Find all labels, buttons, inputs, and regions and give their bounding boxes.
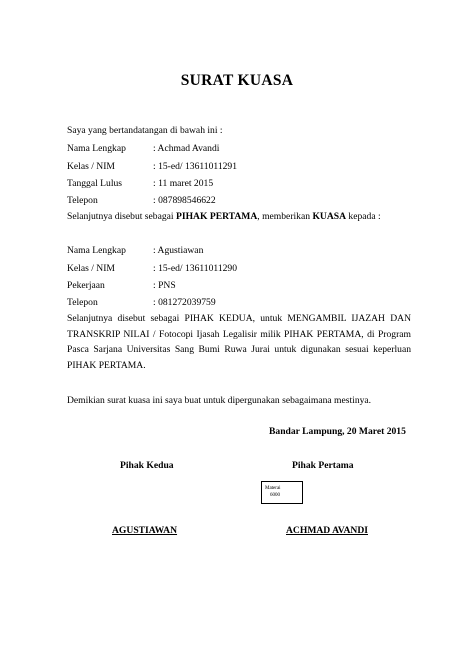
first-party-signature-name: ACHMAD AVANDI — [286, 525, 368, 536]
stamp-label: Materai — [265, 486, 281, 491]
second-party-value-class: : 15-ed/ 13611011290 — [153, 263, 238, 274]
intro-text: Saya yang bertandatangan di bawah ini : — [67, 125, 223, 136]
second-party-value-name: : Agustiawan — [153, 245, 204, 256]
first-party-label-graduation: Tanggal Lulus — [67, 178, 123, 189]
purpose-paragraph: Selanjutnya disebut sebagai PIHAK KEDUA, untuk MENGAMBIL IJAZAH DAN TRANSKRIP NILAI / Fotocopi Ijasah Legalisir milik PIHAK PERTAMA, di Program Pasca Sarjana Universitas Sang Bumi Ruwa Jurai untuk digunakan sesuai keperluan PIHAK PERTAMA. — [67, 313, 411, 371]
second-party-value-phone: : 081272039759 — [153, 297, 216, 308]
transition-middle: , memberikan — [257, 211, 313, 222]
first-party-value-name: : Achmad Avandi — [153, 143, 220, 154]
closing-text: Demikian surat kuasa ini saya buat untuk dipergunakan sebagaimana mestinya. — [67, 395, 372, 406]
second-party-label-class: Kelas / NIM — [67, 263, 115, 274]
first-party-value-graduation: : 11 maret 2015 — [153, 178, 214, 189]
first-party-label-phone: Telepon — [67, 195, 98, 206]
first-party-label-name: Nama Lengkap — [67, 143, 126, 154]
second-party-role: Pihak Kedua — [120, 460, 174, 471]
second-party-label-phone: Telepon — [67, 297, 98, 308]
transition-prefix: Selanjutnya disebut sebagai — [67, 211, 176, 222]
first-party-label-class: Kelas / NIM — [67, 161, 115, 172]
second-party-label-job: Pekerjaan — [67, 280, 105, 291]
first-party-value-phone: : 087898546622 — [153, 195, 216, 206]
transition-text — [67, 211, 381, 223]
first-party-value-class: : 15-ed/ 13611011291 — [153, 161, 238, 172]
second-party-signature-name: AGUSTIAWAN — [112, 525, 178, 536]
transition-suffix: kepada : — [346, 211, 381, 222]
document-title: SURAT KUASA — [180, 72, 294, 89]
first-party-role: Pihak Pertama — [292, 460, 354, 471]
second-party-label-name: Nama Lengkap — [67, 245, 126, 256]
transition-party: PIHAK PERTAMA — [175, 211, 258, 222]
second-party-value-job: : PNS — [153, 280, 176, 291]
stamp-value: 6000 — [270, 493, 280, 498]
stamp-box — [261, 481, 303, 504]
transition-keyword: KUASA — [312, 211, 347, 222]
place-date: Bandar Lampung, 20 Maret 2015 — [269, 426, 406, 437]
